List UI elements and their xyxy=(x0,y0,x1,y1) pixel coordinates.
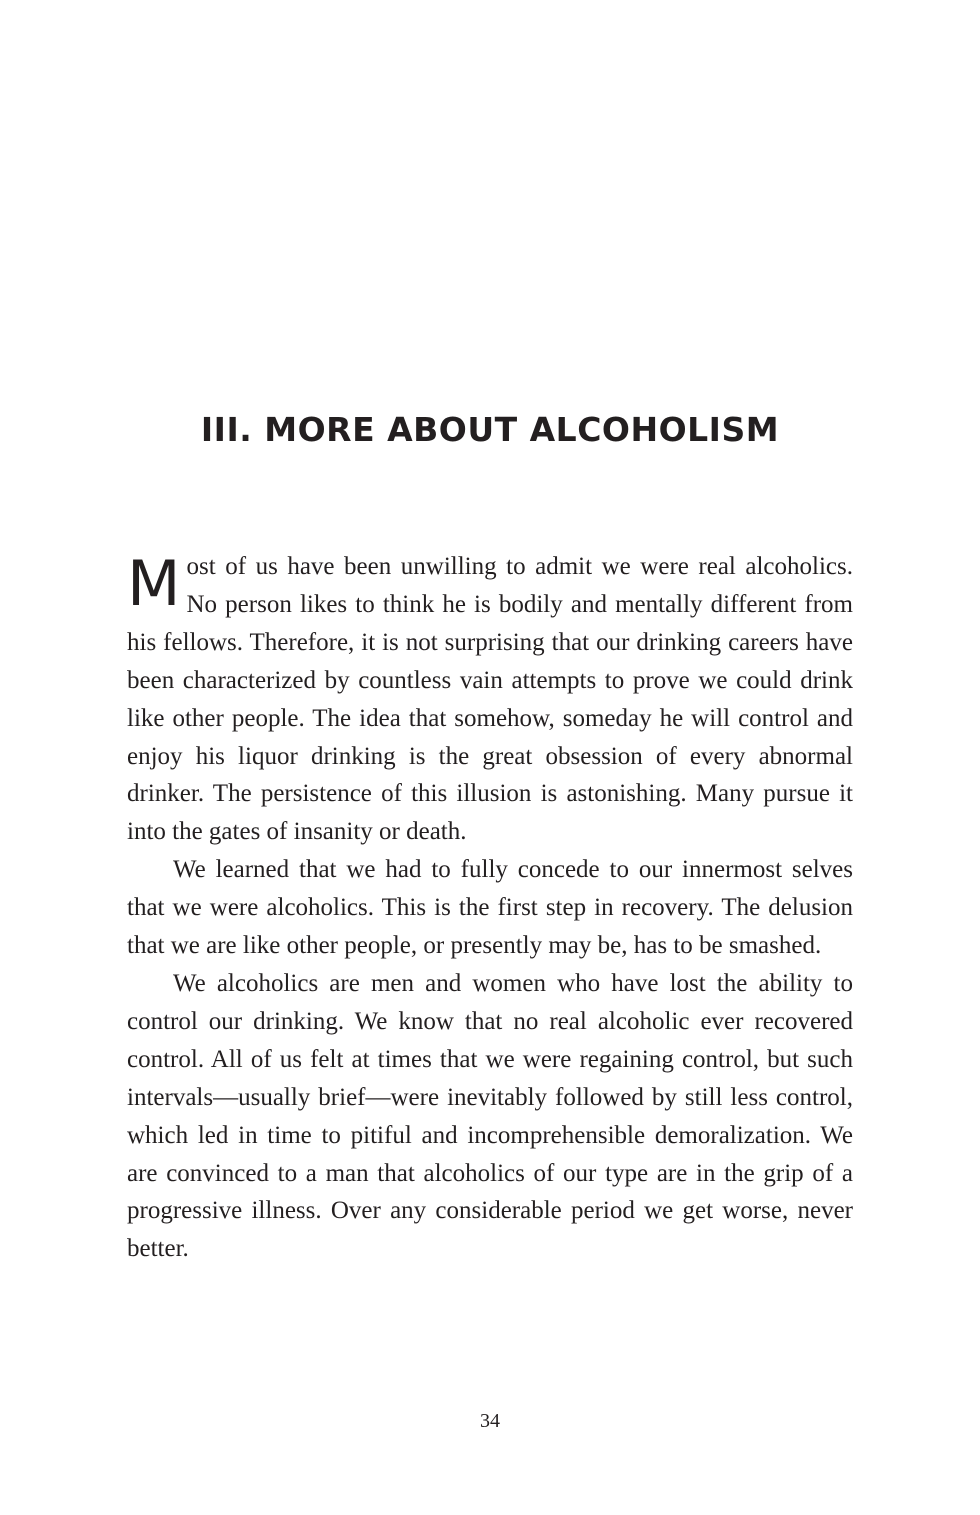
chapter-title: III. MORE ABOUT ALCOHOLISM xyxy=(200,410,780,449)
paragraph-2: We learned that we had to fully concede to our innermost selves that we were alcoholics. This is the first step in recovery. The delusion that we are like other people, or presently may be, has to be smashed. xyxy=(127,856,853,960)
paragraph-1-text: ost of us have been unwilling to admit we were real alcoholics. No person likes to think he is bodily and mentally different from his fellows. Therefore, it is not surprising that our drinking careers have been characterized by countless vain attempts to prove we could drink like other people. The idea that somehow, someday he will control and enjoy his liquor drinking is the great obsession of every abnormal drinker. The persistence of this illusion is astonishing. Many pursue it into the gates of insanity or death. xyxy=(127,553,853,846)
paragraph-3: We alcoholics are men and women who have lost the ability to control our drinking. We know that no real alcoholic ever recovered control. All of us felt at times that we were regaining control, but such intervals—usually brief—were inevitably followed by still less control, which led in time to pitiful and incomprehensible demoralization. We are convinced to a man that alcoholics of our type are in the grip of a progressive illness. Over any considerable period we get worse, never better. xyxy=(127,969,853,1263)
paragraph-1 xyxy=(127,548,853,851)
chapter-body xyxy=(127,548,853,1268)
page-number: 34 xyxy=(480,1410,500,1432)
drop-cap: M xyxy=(127,547,181,620)
